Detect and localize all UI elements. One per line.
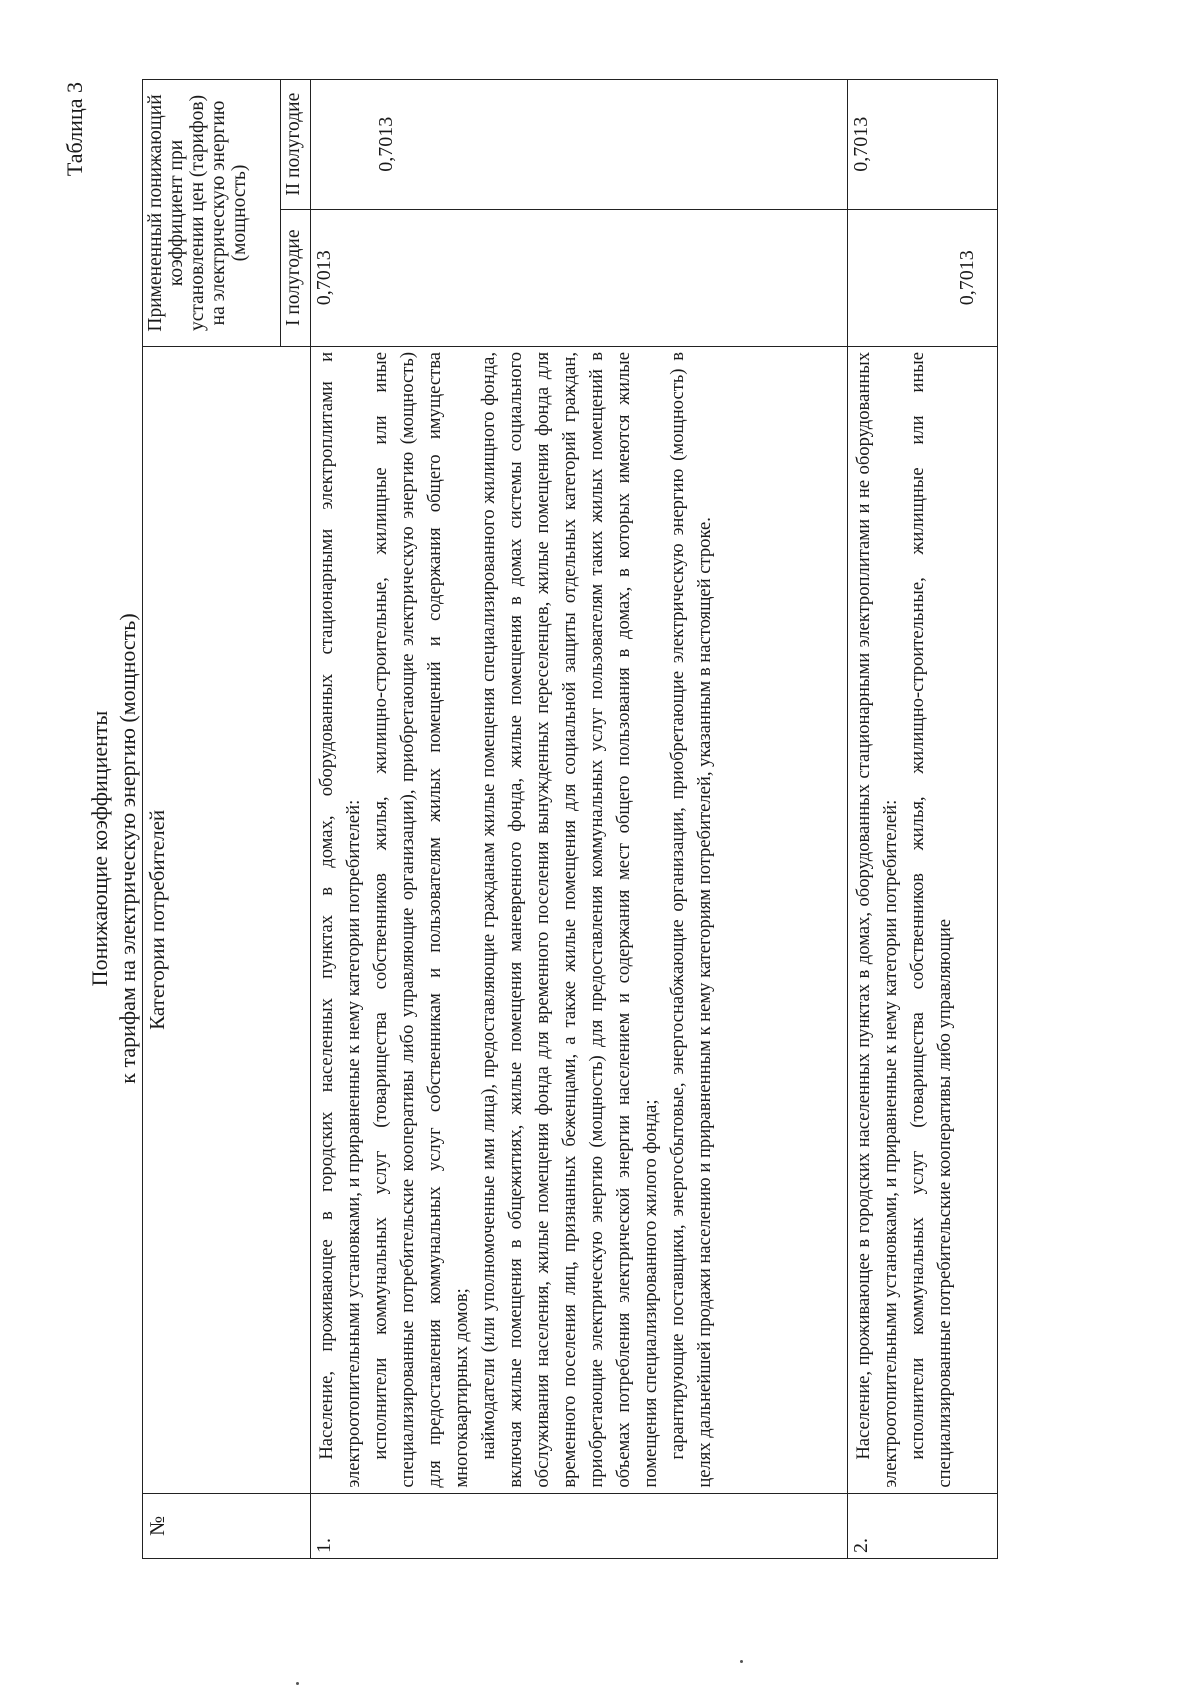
category-cell xyxy=(848,346,998,1493)
title-line-2: к тарифам на электрическую энергию (мощность) xyxy=(115,613,140,1084)
category-paragraph: наймодатели (или уполномоченные ими лица), предоставляющие гражданам жилые помещения специализированного жилищного фонда, включая жилые помещения в общежитиях, жилые помещения маневренного фонда, жилые помещения в домах системы социального обслуживания населения, жилые помещения фонда для временного поселения вынужденных переселенцев, жилые помещения фонда для временного поселения лиц, признанных беженцами, а также жилые помещения для социальной защиты отдельных категорий граждан, приобретающие электрическую энергию (мощность) для предоставления коммунальных услуг пользователям таких жилых помещений в объемах потребления электрической энергии населением и содержания мест общего пользования в домах, в которых имеются жилые помещения специализированного жилого фонда; xyxy=(478,351,661,1488)
row-number: 1. xyxy=(311,1493,848,1558)
category-paragraph: исполнители коммунальных услуг (товарищества собственников жилья, жилищно-строительные, жилищные или иные специализированные потребительские кооперативы либо управляющие организации), приобретающие электрическую энергию (мощность) для предоставления коммунальных услуг собственникам и пользователям жилых помещений и содержания общего имущества многоквартирных домов; xyxy=(370,351,472,1488)
col-header-number: № xyxy=(143,1493,311,1558)
row-number: 2. xyxy=(848,1493,998,1558)
category-paragraph: гарантирующие поставщики, энергосбытовые, энергоснабжающие организации, приобретающие электрическую энергию (мощность) в целях дальнейшей продажи населению и приравненным к нему категориям потребителей, указанным в настоящей строке. xyxy=(667,351,715,1488)
coef-half-2: 0,7013 xyxy=(311,80,848,210)
table-row xyxy=(848,80,998,1559)
coef-half-1: 0,7013 xyxy=(848,209,998,346)
coef-half-1: 0,7013 xyxy=(311,209,848,346)
col-header-coefficient: Примененный понижающий коэффициент при установлении цен (тарифов) на электрическую энергию (мощность) xyxy=(143,80,281,347)
coef-half-2: 0,7013 xyxy=(848,80,998,210)
category-paragraph: Население, проживающее в городских населенных пунктах в домах, оборудованных стационарными электроплитами и не оборудованных электроотопительными установками, и приравненные к нему категории потребителей: xyxy=(853,351,901,1488)
table-row xyxy=(311,80,848,1559)
coefficients-table xyxy=(142,79,998,1559)
col-header-category: Категории потребителей xyxy=(143,346,311,1493)
subheader-half-1: I полугодие xyxy=(281,209,311,346)
category-paragraph: исполнители коммунальных услуг (товарищества собственников жилья, жилищно-строительные, жилищные или иные специализированные потребительские кооперативы либо управляющие xyxy=(907,351,955,1488)
title-line-1: Понижающие коэффициенты xyxy=(87,710,112,987)
table-label: Таблица 3 xyxy=(62,82,87,177)
category-cell xyxy=(311,346,848,1493)
scan-speck xyxy=(740,1660,743,1663)
subheader-half-2: II полугодие xyxy=(281,80,311,210)
category-paragraph: Население, проживающее в городских населенных пунктах в домах, оборудованных стационарными электроплитами и электроотопительными установками, и приравненные к нему категории потребителей: xyxy=(316,351,364,1488)
document-title xyxy=(86,0,142,1697)
scan-speck xyxy=(296,1682,299,1685)
